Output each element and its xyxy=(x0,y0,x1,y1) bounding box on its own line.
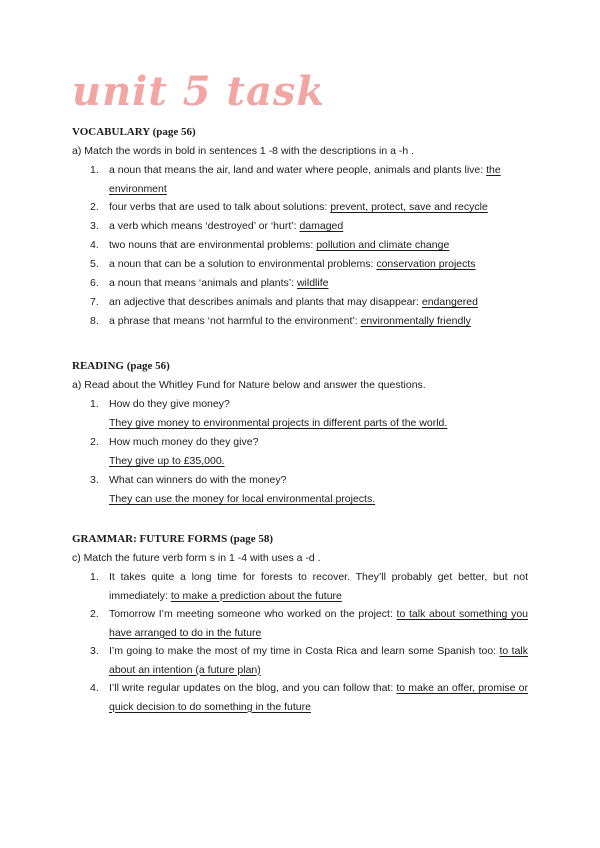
list-item: 3. What can winners do with the money? They can use the money for local environmental projects. xyxy=(72,471,528,509)
list-item: 4. two nouns that are environmental problems: pollution and climate change xyxy=(90,239,450,251)
list-item: 3. a verb which means ‘destroyed’ or ‘hurt’: damaged xyxy=(90,220,344,232)
grammar-list xyxy=(72,568,528,716)
reading-list xyxy=(72,395,528,509)
list-item: 3. I’m going to make the most of my time in Costa Rica and learn some Spanish too: to talk about an intention (a future plan) xyxy=(90,645,528,676)
list-item: 5. a noun that can be a solution to environmental problems: conservation projects xyxy=(90,258,476,270)
answer: wildlife xyxy=(296,277,329,289)
answer: They give up to £35,000. xyxy=(109,455,225,467)
answer: to make an offer, promise or quick decision to do something in the future xyxy=(109,682,528,713)
answer: to talk about something you have arranged to do in the future xyxy=(109,608,528,639)
vocabulary-instruction: a) Match the words in bold in sentences 1 -8 with the descriptions in a -h . xyxy=(72,145,415,157)
question: How much money do they give? xyxy=(109,436,259,448)
grammar-section xyxy=(72,531,528,716)
answer: to talk about an intention (a future plan) xyxy=(109,645,528,676)
answer: environmentally friendly xyxy=(360,315,471,327)
vocabulary-heading: VOCABULARY (page 56) xyxy=(72,126,196,138)
answer: damaged xyxy=(299,220,344,232)
vocabulary-list xyxy=(72,161,528,331)
answer: pollution and climate change xyxy=(316,239,450,251)
page-title: unit 5 task xyxy=(72,68,326,115)
question: How do they give money? xyxy=(109,398,230,410)
answer: the environment xyxy=(109,164,501,195)
reading-instruction: a) Read about the Whitley Fund for Nature below and answer the questions. xyxy=(72,379,426,391)
list-item: 2. Tomorrow I’m meeting someone who worked on the project: to talk about something you have arranged to do in the future xyxy=(90,608,528,639)
list-item: 4. I’ll write regular updates on the blog, and you can follow that: to make an offer, promise or quick decision to do something in the future xyxy=(90,682,528,713)
answer: They give money to environmental projects in different parts of the world. xyxy=(109,417,448,429)
answer: endangered xyxy=(421,296,478,308)
answer: to make a prediction about the future xyxy=(170,589,342,602)
list-item: 1. a noun that means the air, land and water where people, animals and plants live: the environment xyxy=(90,164,501,195)
list-item: 8. a phrase that means ‘not harmful to the environment’: environmentally friendly xyxy=(90,315,471,327)
reading-section xyxy=(72,358,528,509)
list-item: 7. an adjective that describes animals and plants that may disappear: endangered xyxy=(90,296,478,308)
answer: They can use the money for local environmental projects. xyxy=(109,493,376,505)
answer: prevent, protect, save and recycle xyxy=(330,201,488,213)
grammar-heading: GRAMMAR: FUTURE FORMS (page 58) xyxy=(72,533,274,545)
list-item: 2. four verbs that are used to talk about solutions: prevent, protect, save and recycle xyxy=(90,201,488,213)
list-item: 1. It takes quite a long time for forests to recover. They’ll probably get better, but not immediately: to make a prediction about the future xyxy=(90,571,528,602)
answer: conservation projects xyxy=(376,258,476,270)
vocabulary-section xyxy=(72,124,528,331)
list-item: 2. How much money do they give? They give up to £35,000. xyxy=(72,433,528,471)
grammar-instruction: c) Match the future verb form s in 1 -4 with uses a -d . xyxy=(72,552,321,564)
list-item: 1. How do they give money? They give money to environmental projects in different parts of the world. xyxy=(72,395,528,433)
question: What can winners do with the money? xyxy=(109,474,287,486)
list-item: 6. a noun that means ‘animals and plants’: wildlife xyxy=(90,277,329,289)
reading-heading: READING (page 56) xyxy=(72,360,170,372)
